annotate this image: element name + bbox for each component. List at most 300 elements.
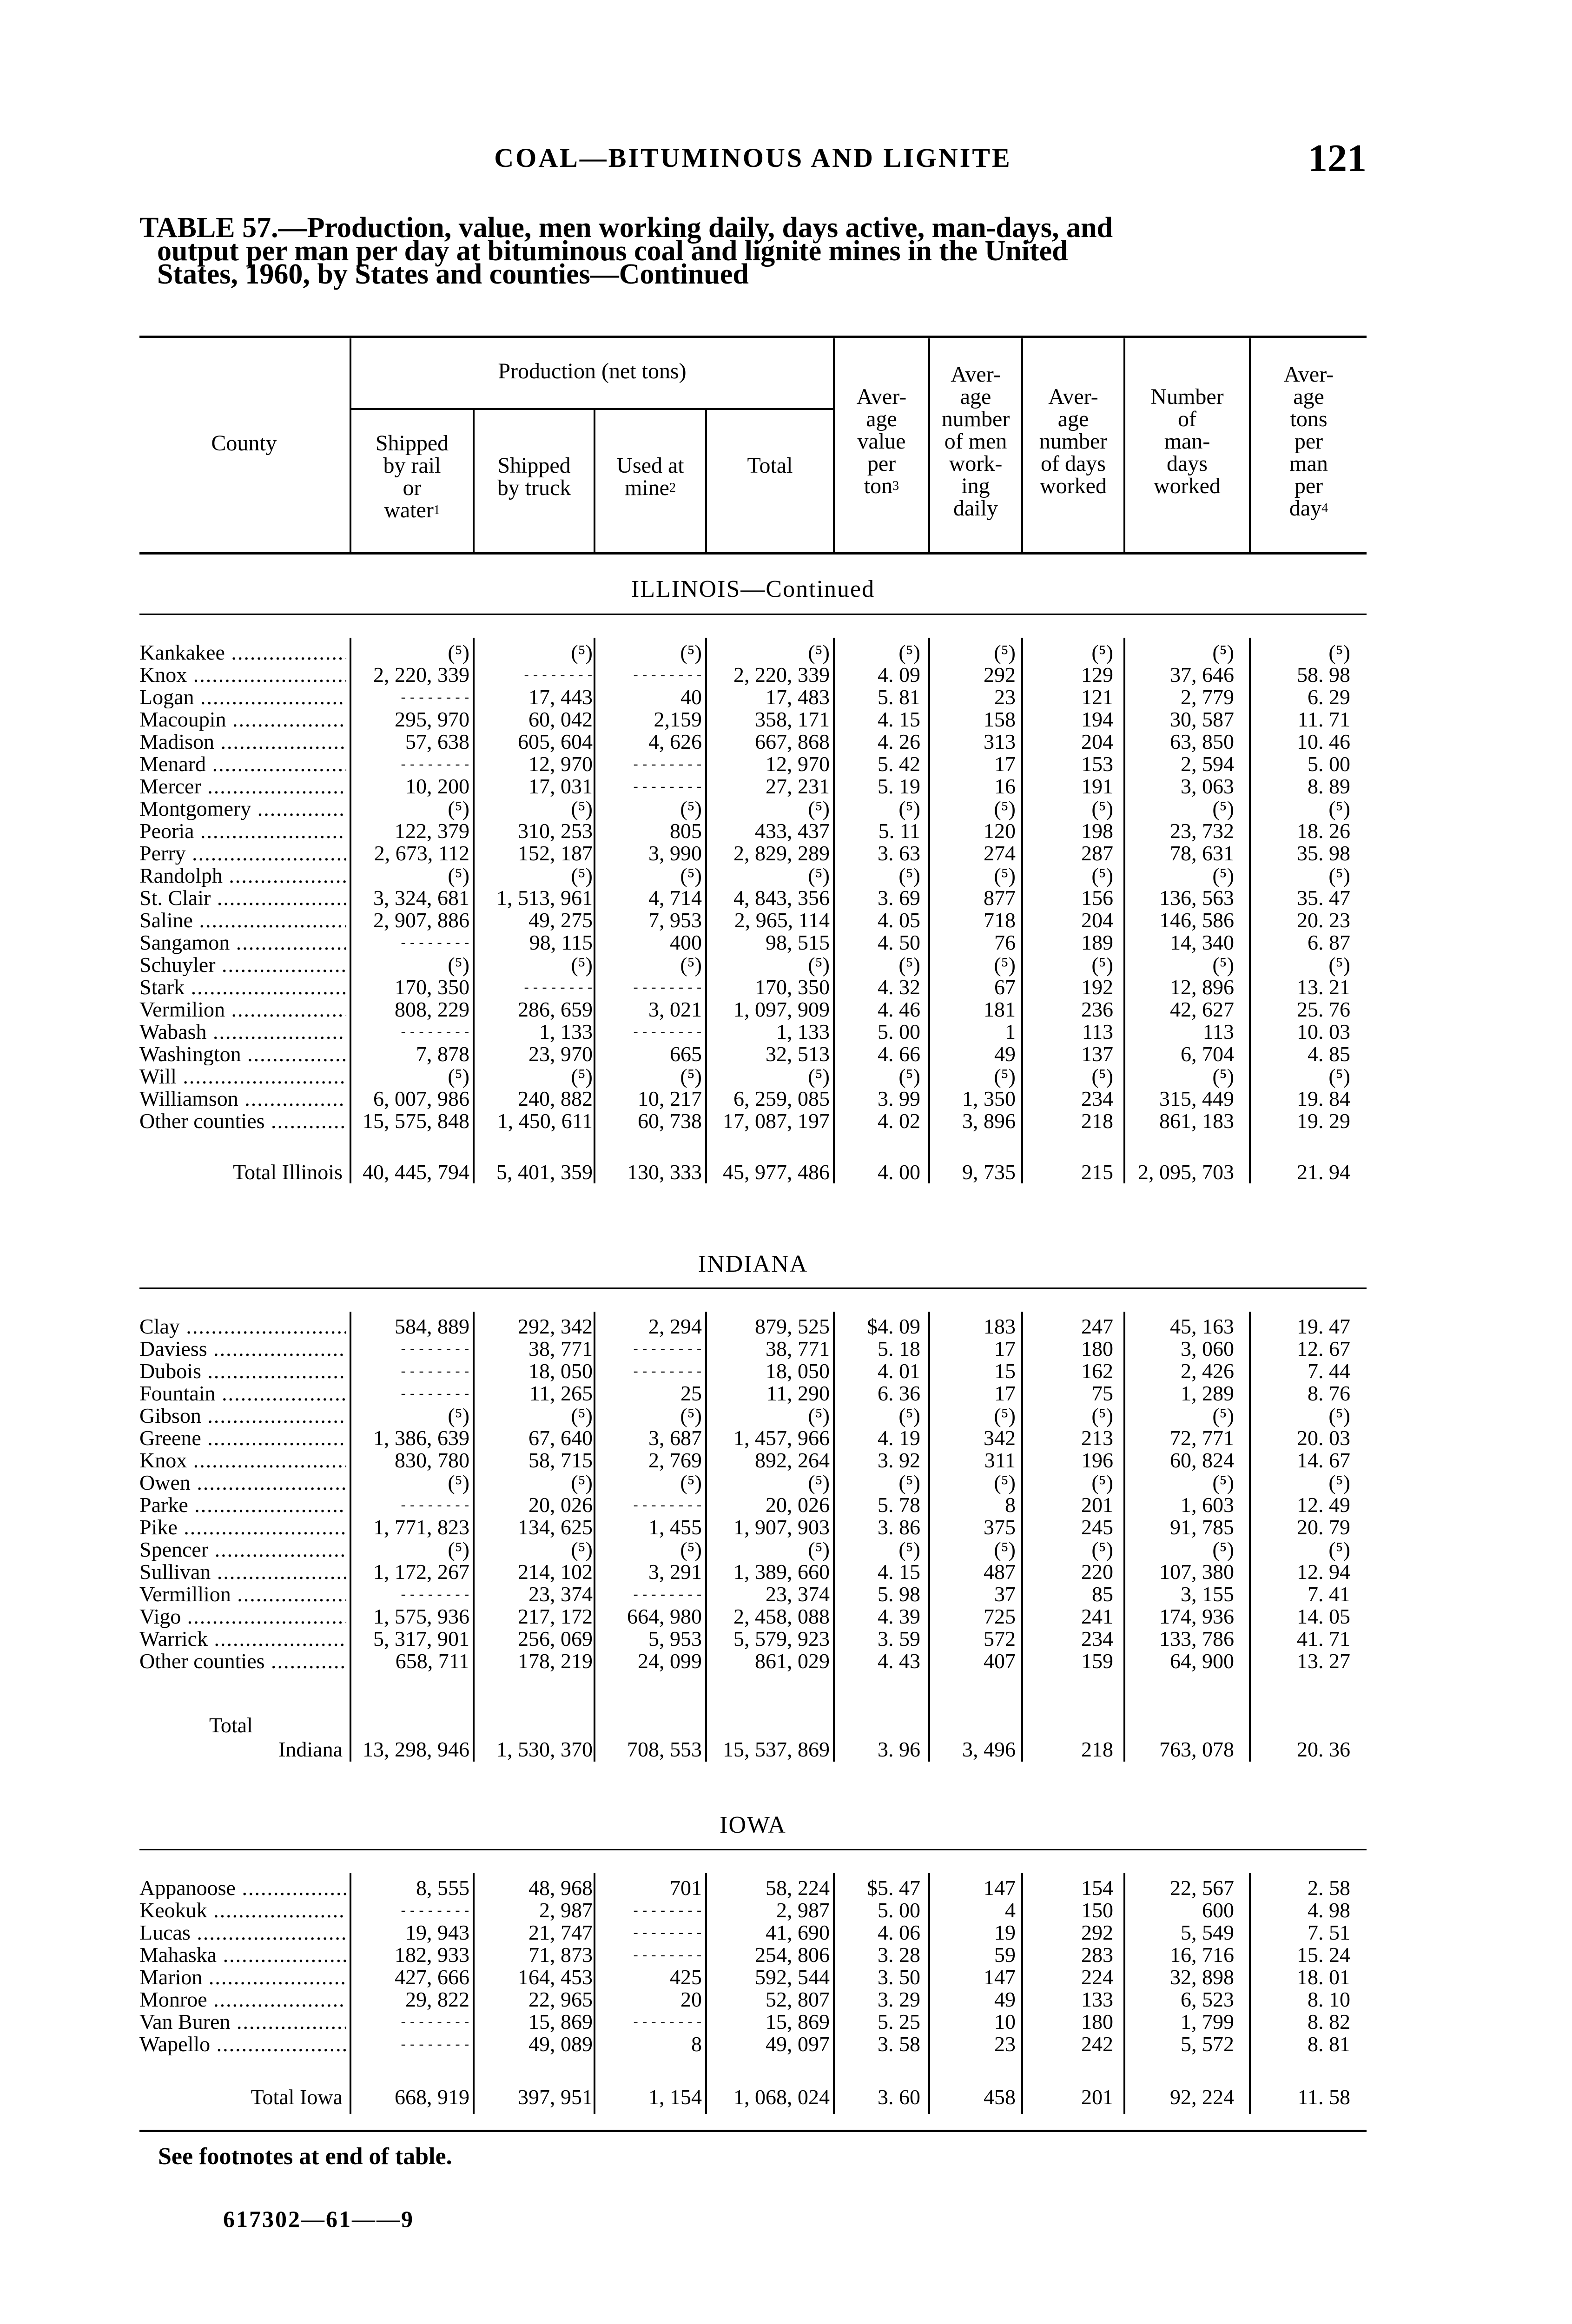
section-title-illinois: ILLINOIS—Continued <box>631 576 875 602</box>
cell-used-at-mine: 2, 294 <box>648 1314 702 1338</box>
cell-value-per-ton: 4. 43 <box>878 1649 920 1673</box>
cell-tons-per-man: 20. 36 <box>1297 1737 1350 1761</box>
cell-men-daily: 67 <box>994 975 1016 999</box>
cell-used-at-mine: - - - - - - - - <box>633 979 702 995</box>
table-row <box>139 1494 1367 1516</box>
cell-tons-per-man: 14. 05 <box>1297 1604 1350 1628</box>
cell-value-per-ton: 4. 26 <box>878 730 920 753</box>
cell-value-per-ton: (⁵) <box>898 953 920 977</box>
cell-used-at-mine: - - - - - - - - <box>633 1363 702 1379</box>
cell-men-daily: 17 <box>994 1337 1016 1360</box>
table-row <box>139 1877 1367 1899</box>
cell-shipped-truck: 23, 374 <box>528 1582 593 1606</box>
cell-shipped-truck: 397, 951 <box>518 2085 593 2109</box>
cell-men-daily: (⁵) <box>994 1538 1016 1561</box>
cell-value-per-ton: 5. 81 <box>878 685 920 709</box>
cell-used-at-mine: - - - - - - - - <box>633 779 702 794</box>
cell-used-at-mine: 130, 333 <box>627 1160 702 1184</box>
cell-shipped-truck: 71, 873 <box>528 1943 593 1967</box>
cell-county-name: Stark ..... <box>139 976 346 998</box>
cell-total-tons: 23, 374 <box>766 1582 830 1606</box>
cell-days-worked: 236 <box>1081 997 1113 1021</box>
cell-county-name: Other counties ..... <box>139 1110 346 1132</box>
cell-county-name: Logan ..... <box>139 686 346 708</box>
cell-used-at-mine: (⁵) <box>680 1538 702 1561</box>
cell-tons-per-man: 8. 10 <box>1308 1987 1350 2011</box>
cell-used-at-mine: 664, 980 <box>627 1604 702 1628</box>
cell-man-days: 78, 631 <box>1170 841 1234 865</box>
cell-value-per-ton: 4. 66 <box>878 1042 920 1066</box>
cell-shipped-rail: 668, 919 <box>395 2085 469 2109</box>
cell-men-daily: 572 <box>984 1627 1016 1651</box>
cell-man-days: 133, 786 <box>1159 1627 1234 1651</box>
cell-used-at-mine: 7, 953 <box>648 908 702 932</box>
cell-used-at-mine: 5, 953 <box>648 1627 702 1651</box>
cell-man-days: 146, 586 <box>1159 908 1234 932</box>
cell-shipped-rail: 2, 673, 112 <box>374 841 469 865</box>
cell-value-per-ton: 4. 01 <box>878 1359 920 1383</box>
table-row <box>139 1921 1367 1944</box>
cell-total-tons: 433, 437 <box>755 819 830 843</box>
cell-total-tons: 49, 097 <box>766 2032 830 2056</box>
table-row <box>139 842 1367 865</box>
cell-county-name: Vermillion ..... <box>139 1583 346 1605</box>
cell-man-days: 12, 896 <box>1170 975 1234 999</box>
cell-value-per-ton: 3. 63 <box>878 841 920 865</box>
cell-shipped-truck: 23, 970 <box>528 1042 593 1066</box>
cell-shipped-rail: 1, 575, 936 <box>373 1604 469 1628</box>
footnote-mark: 2 <box>669 481 676 495</box>
table-row <box>139 753 1367 775</box>
cell-man-days: 23, 732 <box>1170 819 1234 843</box>
cell-county-name: Washington ..... <box>139 1043 346 1065</box>
cell-tons-per-man: (⁵) <box>1328 864 1350 887</box>
cell-men-daily: (⁵) <box>994 1064 1016 1088</box>
cell-days-worked: 198 <box>1081 819 1113 843</box>
cell-tons-per-man: 14. 67 <box>1297 1448 1350 1472</box>
cell-total-tons: 98, 515 <box>766 931 830 954</box>
cell-man-days: 763, 078 <box>1159 1737 1234 1761</box>
cell-shipped-truck: 17, 443 <box>528 685 593 709</box>
cell-days-worked: 192 <box>1081 975 1113 999</box>
total-label-line <box>139 1714 1367 1736</box>
cell-men-daily: 181 <box>984 997 1016 1021</box>
table-row <box>139 1538 1367 1561</box>
cell-days-worked: 113 <box>1082 1020 1113 1043</box>
cell-days-worked: 218 <box>1081 1737 1113 1761</box>
cell-tons-per-man: 41. 71 <box>1297 1627 1350 1651</box>
cell-shipped-rail: 122, 379 <box>395 819 469 843</box>
header-tons: Aver- age tons per man per day <box>1283 362 1334 521</box>
header-bottom-rule <box>139 552 1367 555</box>
cell-value-per-ton: 4. 46 <box>878 997 920 1021</box>
cell-used-at-mine: 665 <box>670 1042 702 1066</box>
cell-shipped-rail: 40, 445, 794 <box>363 1160 469 1184</box>
cell-county-name: Randolph ..... <box>139 865 346 887</box>
cell-days-worked: 204 <box>1081 730 1113 753</box>
cell-used-at-mine: - - - - - - - - <box>633 667 702 682</box>
cell-used-at-mine: (⁵) <box>680 1471 702 1494</box>
cell-tons-per-man: 10. 46 <box>1297 730 1350 753</box>
cell-county-name: St. Clair ..... <box>139 887 346 909</box>
cell-county-name: Gibson ..... <box>139 1405 346 1427</box>
cell-man-days: 30, 587 <box>1170 707 1234 731</box>
cell-man-days: 6, 704 <box>1181 1042 1234 1066</box>
cell-county-name: Clay ..... <box>139 1315 346 1338</box>
cell-tons-per-man: 35. 98 <box>1297 841 1350 865</box>
table-row <box>139 1338 1367 1360</box>
cell-tons-per-man: 6. 87 <box>1308 931 1350 954</box>
cell-shipped-truck: 1, 530, 370 <box>496 1737 593 1761</box>
cell-shipped-rail: - - - - - - - - <box>401 935 469 950</box>
cell-used-at-mine: 60, 738 <box>638 1109 702 1133</box>
cell-days-worked: 283 <box>1081 1943 1113 1967</box>
cell-men-daily: 1, 350 <box>962 1087 1016 1110</box>
cell-man-days: 315, 449 <box>1159 1087 1234 1110</box>
table-row <box>139 1382 1367 1405</box>
table-row <box>139 954 1367 976</box>
cell-used-at-mine: 1, 154 <box>648 2085 702 2109</box>
cell-value-per-ton: 4. 15 <box>878 1560 920 1584</box>
footnote-mark: 3 <box>892 479 899 493</box>
cell-shipped-rail: 830, 780 <box>395 1448 469 1472</box>
cell-used-at-mine: 3, 021 <box>648 997 702 1021</box>
header-value: Aver- age value per ton <box>856 384 907 498</box>
cell-days-worked: (⁵) <box>1091 953 1113 977</box>
cell-county-name: Macoupin ..... <box>139 708 346 731</box>
cell-shipped-truck: 1, 450, 611 <box>497 1109 593 1133</box>
cell-tons-per-man: 13. 27 <box>1297 1649 1350 1673</box>
cell-shipped-rail: 170, 350 <box>395 975 469 999</box>
cell-shipped-truck: 178, 219 <box>518 1649 593 1673</box>
cell-used-at-mine: - - - - - - - - <box>633 2014 702 2029</box>
header-used: Used at mine <box>616 453 684 500</box>
cell-total-tons: 27, 231 <box>766 774 830 798</box>
cell-value-per-ton: 4. 39 <box>878 1604 920 1628</box>
header-rail-group <box>351 432 473 522</box>
cell-men-daily: 292 <box>984 663 1016 687</box>
cell-men-daily: 458 <box>984 2085 1016 2109</box>
cell-men-daily: 10 <box>994 2010 1016 2034</box>
cell-value-per-ton: 5. 00 <box>878 1020 920 1043</box>
table-row <box>139 1966 1367 1988</box>
cell-total-tons: 1, 907, 903 <box>733 1515 830 1539</box>
cell-man-days: (⁵) <box>1212 797 1234 820</box>
group-underline <box>350 408 833 410</box>
cell-used-at-mine: (⁵) <box>680 1404 702 1427</box>
cell-used-at-mine: 425 <box>670 1965 702 1989</box>
cell-value-per-ton: 4. 02 <box>878 1109 920 1133</box>
cell-tons-per-man: 19. 47 <box>1297 1314 1350 1338</box>
cell-used-at-mine: 2, 769 <box>648 1448 702 1472</box>
cell-value-per-ton: 3. 60 <box>878 2085 920 2109</box>
cell-men-daily: 17 <box>994 1381 1016 1405</box>
cell-shipped-rail: 10, 200 <box>405 774 469 798</box>
cell-total-tons: 38, 771 <box>766 1337 830 1360</box>
header-top-rule <box>139 336 1367 338</box>
cell-value-per-ton: 3. 28 <box>878 1943 920 1967</box>
cell-shipped-truck: 58, 715 <box>528 1448 593 1472</box>
cell-county-name: Mahaska ..... <box>139 1944 346 1966</box>
table-row <box>139 1516 1367 1538</box>
cell-county-name: Menard ..... <box>139 753 346 775</box>
cell-man-days: 1, 289 <box>1181 1381 1234 1405</box>
cell-tons-per-man: 58. 98 <box>1297 663 1350 687</box>
header-days: Aver- age number of days worked <box>1039 384 1108 498</box>
cell-tons-per-man: 5. 00 <box>1308 752 1350 776</box>
cell-value-per-ton: 4. 15 <box>878 707 920 731</box>
cell-shipped-truck: 17, 031 <box>528 774 593 798</box>
cell-man-days: 63, 850 <box>1170 730 1234 753</box>
cell-men-daily: 183 <box>984 1314 1016 1338</box>
cell-value-per-ton: 3. 50 <box>878 1965 920 1989</box>
cell-value-per-ton: (⁵) <box>898 1538 920 1561</box>
cell-men-daily: 375 <box>984 1515 1016 1539</box>
table-row <box>139 775 1367 798</box>
cell-man-days: 174, 936 <box>1159 1604 1234 1628</box>
cell-used-at-mine: 1, 455 <box>648 1515 702 1539</box>
cell-total-tons: 12, 970 <box>766 752 830 776</box>
cell-value-per-ton: 5. 25 <box>878 2010 920 2034</box>
table-row <box>139 641 1367 664</box>
cell-shipped-rail: 5, 317, 901 <box>373 1627 469 1651</box>
cell-man-days: 72, 771 <box>1170 1426 1234 1450</box>
footnote-reference: See footnotes at end of table. <box>158 2143 452 2170</box>
cell-days-worked: 201 <box>1081 1493 1113 1517</box>
cell-shipped-rail: 2, 220, 339 <box>373 663 469 687</box>
table-row <box>139 1043 1367 1065</box>
cell-shipped-rail: (⁵) <box>448 864 469 887</box>
cell-days-worked: 194 <box>1081 707 1113 731</box>
cell-tons-per-man: 18. 26 <box>1297 819 1350 843</box>
cell-county-name: Sangamon ..... <box>139 931 346 954</box>
cell-shipped-truck: 38, 771 <box>528 1337 593 1360</box>
cell-man-days: (⁵) <box>1212 1404 1234 1427</box>
cell-shipped-truck: 15, 869 <box>528 2010 593 2034</box>
cell-shipped-rail: 15, 575, 848 <box>363 1109 469 1133</box>
cell-used-at-mine: - - - - - - - - <box>633 1586 702 1602</box>
cell-days-worked: (⁵) <box>1091 1538 1113 1561</box>
cell-days-worked: 154 <box>1081 1876 1113 1900</box>
table-row <box>139 1449 1367 1472</box>
cell-shipped-rail: 1, 172, 267 <box>373 1560 469 1584</box>
cell-value-per-ton: 5. 11 <box>878 819 920 843</box>
cell-tons-per-man: 8. 89 <box>1308 774 1350 798</box>
caption-line: TABLE 57.—Production, value, men working daily, days active, man-days, and <box>139 212 1113 244</box>
cell-value-per-ton: 5. 18 <box>878 1337 920 1360</box>
cell-total-tons: 879, 525 <box>755 1314 830 1338</box>
cell-men-daily: 23 <box>994 685 1016 709</box>
cell-shipped-rail: 1, 386, 639 <box>373 1426 469 1450</box>
cell-total-tons: (⁵) <box>808 1538 830 1561</box>
cell-men-daily: 3, 496 <box>962 1737 1016 1761</box>
header-truck: Shipped by truck <box>497 453 571 500</box>
cell-tons-per-man: 10. 03 <box>1297 1020 1350 1043</box>
table-row <box>139 909 1367 931</box>
cell-total-tons: 52, 807 <box>766 1987 830 2011</box>
running-head <box>139 137 1367 180</box>
cell-man-days: (⁵) <box>1212 640 1234 664</box>
cell-total-tons: 1, 133 <box>776 1020 830 1043</box>
cell-county-name: Peoria ..... <box>139 820 346 842</box>
cell-shipped-rail: - - - - - - - - <box>401 1363 469 1379</box>
cell-value-per-ton: 5. 42 <box>878 752 920 776</box>
cell-man-days: 32, 898 <box>1170 1965 1234 1989</box>
header-county: County <box>211 431 277 456</box>
cell-shipped-truck: 22, 965 <box>528 1987 593 2011</box>
cell-used-at-mine: - - - - - - - - <box>633 1902 702 1918</box>
cell-county-name: Indiana <box>278 1738 343 1761</box>
cell-men-daily: 407 <box>984 1649 1016 1673</box>
cell-county-name: Marion ..... <box>139 1966 346 1988</box>
table-row <box>139 1021 1367 1043</box>
cell-men-daily: (⁵) <box>994 640 1016 664</box>
cell-tons-per-man: 18. 01 <box>1297 1965 1350 1989</box>
cell-shipped-truck: 134, 625 <box>518 1515 593 1539</box>
header-rail: Shipped by rail or water <box>375 431 449 522</box>
cell-tons-per-man: (⁵) <box>1328 1064 1350 1088</box>
cell-days-worked: 153 <box>1081 752 1113 776</box>
cell-county-name: Appanoose ..... <box>139 1877 346 1899</box>
cell-value-per-ton: (⁵) <box>898 1471 920 1494</box>
cell-used-at-mine: (⁵) <box>680 797 702 820</box>
cell-tons-per-man: (⁵) <box>1328 953 1350 977</box>
cell-tons-per-man: 20. 03 <box>1297 1426 1350 1450</box>
cell-days-worked: 242 <box>1081 2032 1113 2056</box>
cell-tons-per-man: 8. 82 <box>1308 2010 1350 2034</box>
cell-county-name: Other counties ..... <box>139 1650 346 1672</box>
cell-value-per-ton: 4. 32 <box>878 975 920 999</box>
cell-used-at-mine: 8 <box>691 2032 702 2056</box>
cell-shipped-truck: 2, 987 <box>539 1898 593 1922</box>
cell-shipped-rail: 182, 933 <box>395 1943 469 1967</box>
cell-days-worked: 245 <box>1081 1515 1113 1539</box>
cell-man-days: 2, 779 <box>1181 685 1234 709</box>
cell-man-days: 861, 183 <box>1159 1109 1234 1133</box>
cell-used-at-mine: 2,159 <box>654 707 702 731</box>
cell-man-days: 6, 523 <box>1181 1987 1234 2011</box>
table-total-row <box>139 1738 1367 1761</box>
cell-man-days: 14, 340 <box>1170 931 1234 954</box>
cell-man-days: 3, 063 <box>1181 774 1234 798</box>
cell-used-at-mine: (⁵) <box>680 953 702 977</box>
cell-shipped-truck: 240, 882 <box>518 1087 593 1110</box>
cell-shipped-rail: 1, 771, 823 <box>373 1515 469 1539</box>
cell-shipped-rail: 6, 007, 986 <box>373 1087 469 1110</box>
cell-shipped-truck: (⁵) <box>571 1538 593 1561</box>
footnote-mark: 1 <box>433 503 440 517</box>
cell-total-tons: 41, 690 <box>766 1921 830 1944</box>
cell-man-days: (⁵) <box>1212 1538 1234 1561</box>
cell-tons-per-man: 12. 67 <box>1297 1337 1350 1360</box>
cell-shipped-truck: 164, 453 <box>518 1965 593 1989</box>
cell-days-worked: 180 <box>1081 1337 1113 1360</box>
cell-value-per-ton: 4. 50 <box>878 931 920 954</box>
cell-men-daily: (⁵) <box>994 864 1016 887</box>
cell-shipped-rail: 8, 555 <box>416 1876 469 1900</box>
cell-county-name: Williamson ..... <box>139 1088 346 1110</box>
cell-total-tons: 254, 806 <box>755 1943 830 1967</box>
cell-tons-per-man: (⁵) <box>1328 640 1350 664</box>
cell-tons-per-man: 6. 29 <box>1308 685 1350 709</box>
cell-total-tons: 17, 483 <box>766 685 830 709</box>
cell-shipped-truck: (⁵) <box>571 864 593 887</box>
cell-man-days: 91, 785 <box>1170 1515 1234 1539</box>
cell-days-worked: (⁵) <box>1091 797 1113 820</box>
cell-county-name: Monroe ..... <box>139 1988 346 2011</box>
cell-used-at-mine: (⁵) <box>680 1064 702 1088</box>
cell-county-name: Lucas ..... <box>139 1921 346 1944</box>
cell-days-worked: 234 <box>1081 1627 1113 1651</box>
cell-shipped-rail: 3, 324, 681 <box>373 886 469 910</box>
cell-used-at-mine: - - - - - - - - <box>633 1947 702 1962</box>
cell-days-worked: 85 <box>1092 1582 1113 1606</box>
section-rule <box>139 1849 1367 1850</box>
cell-total-tons: 1, 068, 024 <box>733 2085 830 2109</box>
cell-used-at-mine: 3, 990 <box>648 841 702 865</box>
cell-value-per-ton: 3. 58 <box>878 2032 920 2056</box>
cell-man-days: (⁵) <box>1212 864 1234 887</box>
cell-tons-per-man: 7. 44 <box>1308 1359 1350 1383</box>
cell-shipped-truck: 20, 026 <box>528 1493 593 1517</box>
cell-man-days: 16, 716 <box>1170 1943 1234 1967</box>
cell-county-name: Sullivan ..... <box>139 1561 346 1583</box>
cell-men-daily: 120 <box>984 819 1016 843</box>
cell-county-name: Will ..... <box>139 1065 346 1088</box>
cell-tons-per-man: 35. 47 <box>1297 886 1350 910</box>
cell-man-days: 42, 627 <box>1170 997 1234 1021</box>
cell-man-days: 3, 060 <box>1181 1337 1234 1360</box>
cell-days-worked: 156 <box>1081 886 1113 910</box>
cell-total-tons: 2, 458, 088 <box>733 1604 830 1628</box>
cell-shipped-truck: (⁵) <box>571 1064 593 1088</box>
cell-days-worked: 150 <box>1081 1898 1113 1922</box>
cell-men-daily: 313 <box>984 730 1016 753</box>
table-row <box>139 1110 1367 1132</box>
cell-county-name: Wabash ..... <box>139 1021 346 1043</box>
cell-shipped-rail: - - - - - - - - <box>401 1024 469 1039</box>
table-row <box>139 2033 1367 2055</box>
cell-value-per-ton: 3. 92 <box>878 1448 920 1472</box>
cell-total-tons: 15, 869 <box>766 2010 830 2034</box>
cell-tons-per-man: 19. 84 <box>1297 1087 1350 1110</box>
cell-shipped-truck: 11, 265 <box>529 1381 593 1405</box>
cell-value-per-ton: 4. 00 <box>878 1160 920 1184</box>
cell-days-worked: (⁵) <box>1091 1471 1113 1494</box>
cell-tons-per-man: 13. 21 <box>1297 975 1350 999</box>
cell-days-worked: 287 <box>1081 841 1113 865</box>
cell-shipped-rail: 19, 943 <box>405 1921 469 1944</box>
cell-days-worked: 241 <box>1081 1604 1113 1628</box>
cell-value-per-ton: 5. 19 <box>878 774 920 798</box>
cell-tons-per-man: 25. 76 <box>1297 997 1350 1021</box>
cell-county-name: Wapello ..... <box>139 2033 346 2055</box>
cell-total-tons: 2, 829, 289 <box>733 841 830 865</box>
col-divider <box>705 409 707 552</box>
cell-value-per-ton: 5. 98 <box>878 1582 920 1606</box>
cell-shipped-truck: (⁵) <box>571 1471 593 1494</box>
cell-shipped-truck: 18, 050 <box>528 1359 593 1383</box>
cell-tons-per-man: (⁵) <box>1328 1538 1350 1561</box>
cell-tons-per-man: 7. 41 <box>1308 1582 1350 1606</box>
cell-used-at-mine: 20 <box>680 1987 702 2011</box>
cell-shipped-rail: 808, 229 <box>395 997 469 1021</box>
table-row <box>139 1899 1367 1921</box>
cell-man-days: (⁵) <box>1212 1471 1234 1494</box>
cell-days-worked: (⁵) <box>1091 640 1113 664</box>
cell-total-tons: 11, 290 <box>766 1381 830 1405</box>
table-total-row <box>139 2086 1367 2108</box>
